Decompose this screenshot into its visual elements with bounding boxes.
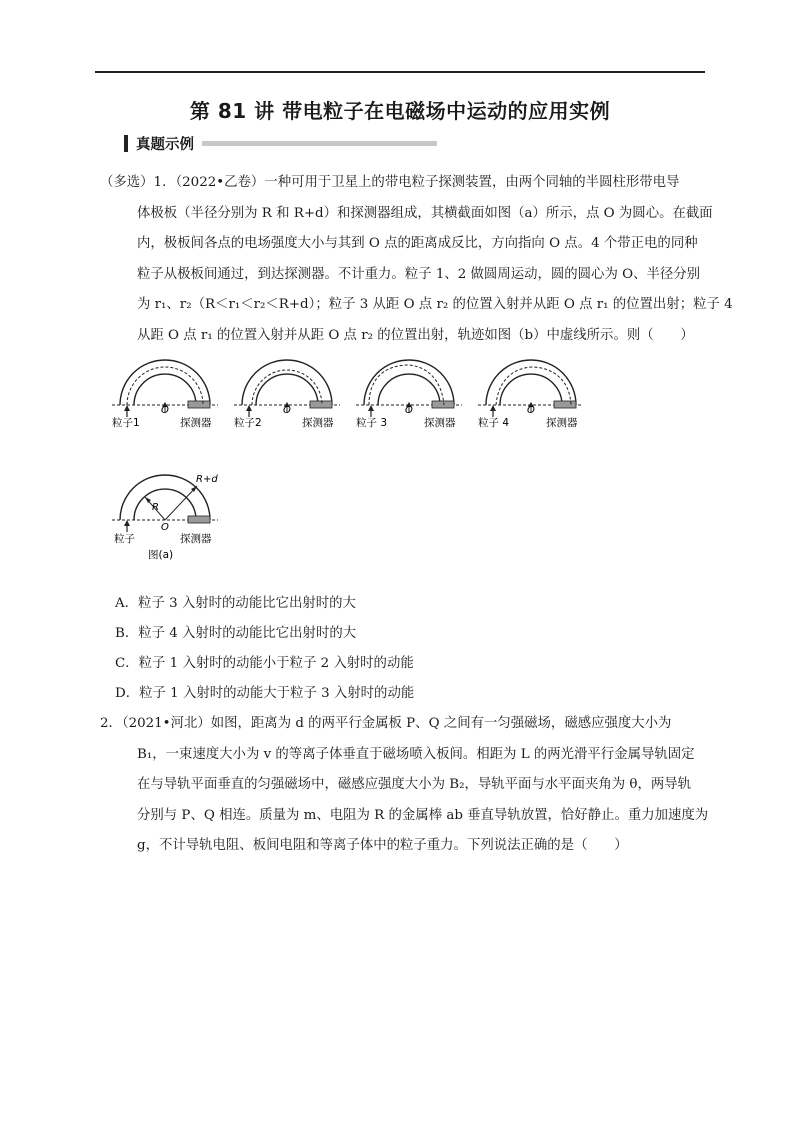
figure-b	[112, 355, 582, 435]
section-header	[124, 133, 437, 153]
figure-b-panel-4	[478, 360, 582, 429]
question-2-stem	[100, 709, 710, 862]
figure-b-panel-3	[356, 360, 462, 429]
q2-line-5: g，不计导轨电阻、板间电阻和等离子体中的粒子重力。下列说法正确的是（ ）	[137, 838, 628, 853]
panel-2-detector: 探测器	[302, 417, 334, 429]
q1-option-a[interactable]: A．粒子 3 入射时的动能比它出射时的大	[115, 596, 356, 611]
panel-3-center: O	[405, 405, 413, 416]
q1-line-3: 内，极板间各点的电场强度大小与其到 O 点的距离成反比，方向指向 O 点。4 个带正电的同种	[137, 236, 698, 251]
figure-a-rd-label: R+d	[196, 474, 218, 485]
figure-a-caption: 图(a)	[148, 549, 174, 561]
panel-1-detector: 探测器	[180, 417, 212, 429]
q1-line-5: 为 r₁、r₂（R＜r₁＜r₂＜R+d）；粒子 3 从距 O 点 r₂ 的位置入射并从距 O 点 r₁ 的位置出射；粒子 4	[137, 297, 733, 312]
panel-1-center: O	[161, 405, 169, 416]
panel-3-particle: 粒子 3	[356, 417, 388, 429]
figure-a-detector: 探测器	[180, 533, 212, 545]
q2-line-1: 2．（2021•河北）如图，距离为 d 的两平行金属板 P、Q 之间有一匀强磁场，磁感应强度大小为	[100, 716, 672, 731]
figure-b-panel-1	[112, 360, 218, 429]
figure-a-center: O	[161, 522, 169, 533]
q1-line-1: （多选）1．（2022•乙卷）一种可用于卫星上的带电粒子探测装置，由两个同轴的半圆柱形带电导	[100, 175, 680, 190]
q1-option-b[interactable]: B．粒子 4 入射时的动能比它出射时的大	[115, 626, 357, 641]
panel-2-center: O	[283, 405, 291, 416]
q2-line-3: 在与导轨平面垂直的匀强磁场中，磁感应强度大小为 B₂，导轨平面与水平面夹角为 θ，两导轨	[137, 777, 692, 792]
q1-option-d[interactable]: D．粒子 1 入射时的动能大于粒子 3 入射时的动能	[115, 686, 415, 701]
panel-4-center: O	[527, 405, 535, 416]
header-rule	[95, 71, 705, 73]
section-underline	[202, 141, 437, 146]
figure-a-r-label: R	[152, 502, 159, 513]
q1-line-2: 体极板（半径分别为 R 和 R+d）和探测器组成，其横截面如图（a）所示，点 O 为圆心。在截面	[137, 205, 713, 221]
panel-4-detector: 探测器	[546, 417, 578, 429]
panel-4-particle: 粒子 4	[478, 417, 510, 429]
q1-line-6: 从距 O 点 r₁ 的位置入射并从距 O 点 r₂ 的位置出射，轨迹如图（b）中虚线所示。则（ ）	[137, 327, 694, 343]
page-title: 第 81 讲 带电粒子在电磁场中运动的应用实例	[189, 99, 611, 123]
panel-1-particle: 粒子1	[112, 417, 140, 429]
section-marker	[124, 135, 128, 152]
panel-2-particle: 粒子2	[234, 417, 262, 429]
question-1-stem	[100, 168, 733, 351]
panel-3-detector: 探测器	[424, 417, 456, 429]
q1-option-c[interactable]: C．粒子 1 入射时的动能小于粒子 2 入射时的动能	[115, 656, 414, 671]
figure-a-particle: 粒子	[114, 533, 135, 545]
figure-b-panel-2	[234, 360, 340, 429]
q2-line-2: B₁，一束速度大小为 v 的等离子体垂直于磁场喷入板间。相距为 L 的两光滑平行金属导轨固定	[137, 746, 695, 762]
section-label: 真题示例	[136, 136, 194, 153]
q1-line-4: 粒子从极板间通过，到达探测器。不计重力。粒子 1、2 做圆周运动，圆的圆心为 O、半径分别	[137, 266, 701, 282]
q2-line-4: 分别与 P、Q 相连。质量为 m、电阻为 R 的金属棒 ab 垂直导轨放置，恰好静止。重力加速度为	[137, 807, 709, 823]
figure-a	[112, 470, 232, 565]
